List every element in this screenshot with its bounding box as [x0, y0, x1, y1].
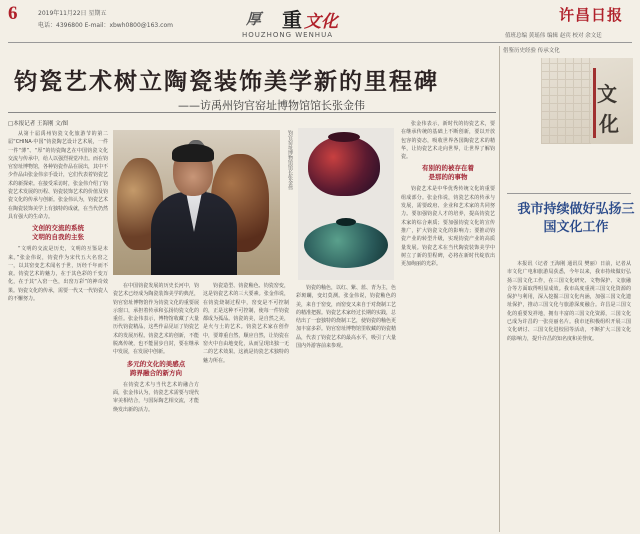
article-column-4 — [296, 284, 396, 530]
article-paragraph: 本报讯（记者 王海刚 通讯员 樊丽）日前，记者从市文化广电和旅游局获悉，今年以来，我市持续做好弘扬三国文化工作，在三国文化研究、文物保护、文旅融合等方面取得明显成效。我市高度重视三国文化资源的保护与利用，深入挖掘三国文化内涵，加强三国文化遗址保护，推动三国文化与旅游深度融合。许昌是三国文化的重要发祥地，拥有丰富的三国文化资源，三国文化已成为许昌的一张亮丽名片。我市还积极组织开展三国文化研讨、三国文化进校园等活动，不断扩大三国文化的影响力，提升许昌的知名度和美誉度。 — [507, 261, 631, 342]
green-jun-porcelain-vessel — [304, 222, 388, 268]
contact-line: 电话：4396800 E-mail：xbwh0800@163.com — [38, 22, 173, 29]
rail-rule — [507, 193, 631, 194]
article-paragraph: 钧瓷的釉色，以红、紫、蓝、青为主，色彩斑斓，变幻莫测。张金伟说，钧瓷釉色的美，来自于窑变，而窑变又来自于对烧制工艺的精准把握。钧瓷艺术家经过长期的实践，总结出了一套独特的烧制工艺，使钧瓷的釉色更加丰富多彩。钧官窑址博物馆里收藏的钧瓷精品，代表了钧瓷艺术的最高水平，吸引了大量国内外游客前来参观。 — [296, 285, 396, 350]
right-rail — [503, 46, 633, 532]
porcelain-photo — [298, 128, 394, 280]
vessel-mouth — [336, 218, 356, 226]
article-column-2 — [113, 282, 199, 530]
date-line: 2019年11月22日 星期五 — [38, 10, 107, 17]
article-paragraph: “文明的交流是历史，文明的互鉴是未来。”张金伟说，钧瓷作为宋代五大名窑之一，以其窑变艺术闻名于世，历经千年而不衰。钧瓷艺术的魅力，在于其色彩的千变万化，在于其“入窑一色，出窑万彩”的神奇效果。钧瓷文化的传承，需要一代又一代钧瓷人的不懈努力。 — [8, 246, 108, 303]
section-heading: 有别的的被存在着 是那的的事物 — [422, 164, 474, 182]
calligraphy-grid — [541, 58, 591, 144]
article-column-5 — [401, 120, 495, 530]
article-column-3 — [203, 282, 289, 530]
red-bar — [593, 68, 596, 138]
newspaper-brand: 许昌日报 — [559, 6, 624, 24]
jar-mouth — [328, 132, 360, 142]
headline-rule — [8, 112, 496, 113]
section-heading: 多元的文化的美感点 跨界融合的新方向 — [126, 359, 186, 377]
portrait-photo — [113, 130, 280, 275]
section-heading: 文创的交流的系统 文明的自我的主张 — [32, 224, 84, 242]
column-divider — [499, 46, 500, 532]
article-column-1 — [8, 120, 108, 530]
article-paragraph: 在中国钧瓷发展的历史长河中，钧瓷艺术已经成为陶瓷装饰美学的典范，钧官窑址博物馆作为钧瓷文化的重要展示窗口，承担着传承和弘扬钧瓷文化的重任。张金伟表示，博物馆收藏了大量历代钧瓷精品，这些作品见证了钧瓷艺术的发展历程。钧瓷艺术的创新，不能脱离传统，也不能固步自封，要在继承中发展，在发展中创新。 — [113, 283, 199, 356]
article-paragraph: 钧瓷造型、钧瓷釉色、钧瓷窑变，这是钧瓷艺术的三大要素。张金伟说，在钧瓷烧制过程中，窑变是不可控制的，正是这种不可控制，使每一件钧瓷都成为孤品。钧瓷的美，是自然之美，是火与土的艺术。钧瓷艺术家在创作中，要尊重自然，顺应自然，让钧瓷在窑火中自由地变化，从而呈现出独一无二的艺术效果。这就是钧瓷艺术独特的魅力所在。 — [203, 283, 289, 364]
section-logo-b: 重 — [282, 8, 302, 32]
photo-caption: 钧官窑址博物馆馆长张金伟 — [287, 130, 293, 190]
article-paragraph: 钧瓷艺术是中华优秀传统文化的重要组成部分。张金伟说，钧瓷艺术的传承与发展，需要政府、企业和艺术家的共同努力。要加强钧瓷人才的培养，提高钧瓷艺术家的综合素质；要加强钧瓷文化的宣传推广，扩大钧瓷文化的影响力；要推动钧瓷产业的转型升级，实现钧瓷产业的高质量发展。钧瓷艺术在当代陶瓷装饰美学中树立了新的里程碑，必将在新时代绽放出更加绚丽的光彩。 — [401, 186, 495, 268]
rail-article-text — [507, 260, 631, 534]
section-logo — [246, 4, 356, 30]
culture-char-2: 化 — [599, 112, 619, 136]
staff-line: 值班总编 黄瑶伟 编辑 赵宾 校对 余文廷 — [505, 33, 602, 39]
culture-illustration — [541, 58, 633, 144]
article-paragraph: 在钧瓷艺术与当代艺术的融合方面，张金伟认为，钧瓷艺术需要与现代审美相结合，与国际陶艺相交流，才能焕发出新的活力。 — [113, 381, 199, 413]
article-paragraph: 从第十届禹州钧瓷文化旅游节的第二届“CHINA·中国”钧瓷陶艺设计艺术展，一件一件“薄”、“厚”的钧瓷陶艺在中国钧瓷文化交流与传承中，给人以强烈视觉冲击。而在钧官窑址博物馆，各种钧瓷作品在展出，其中不少作品由张金伟亲手设计，它们代表着钧瓷艺术的新探索。在接受采访时，张金伟介绍了钧瓷艺术发展的历程、钧瓷装饰艺术的价值及钧瓷文化的传承与创新。张金伟认为，钧瓷艺术在陶瓷装饰美学上有独特的成就，在当代仍然具有强大的生命力。 — [8, 131, 108, 220]
byline: □本报记者 王海刚 文/图 — [8, 121, 69, 127]
page-number: 6 — [8, 3, 18, 24]
section-logo-c: 文化 — [304, 12, 338, 32]
subheadline: ——访禹州钧官窑址博物馆馆长张金伟 — [178, 99, 365, 112]
red-jun-porcelain-jar — [308, 136, 380, 196]
culture-char-1: 文 — [597, 82, 617, 106]
header-rule — [8, 42, 632, 43]
rail-top-text: 借鉴历史经验 传承文化 — [503, 48, 560, 54]
article-paragraph: 张金伟表示，新时代的钧瓷艺术，要在继承传统的基础上不断创新，要以开放包容的姿态，吸收世界各国陶瓷艺术的精华，让钧瓷艺术走向世界，让世界了解钧瓷。 — [401, 121, 495, 161]
page-header — [0, 0, 640, 46]
headline: 钧瓷艺术树立陶瓷装饰美学新的里程碑 — [14, 69, 439, 95]
section-pinyin: HOUZHONG WENHUA — [242, 31, 333, 39]
person-hair — [172, 144, 214, 162]
section-logo-a: 厚 — [246, 10, 262, 28]
rail-headline: 我市持续做好弘扬三国文化工作 — [517, 202, 635, 235]
